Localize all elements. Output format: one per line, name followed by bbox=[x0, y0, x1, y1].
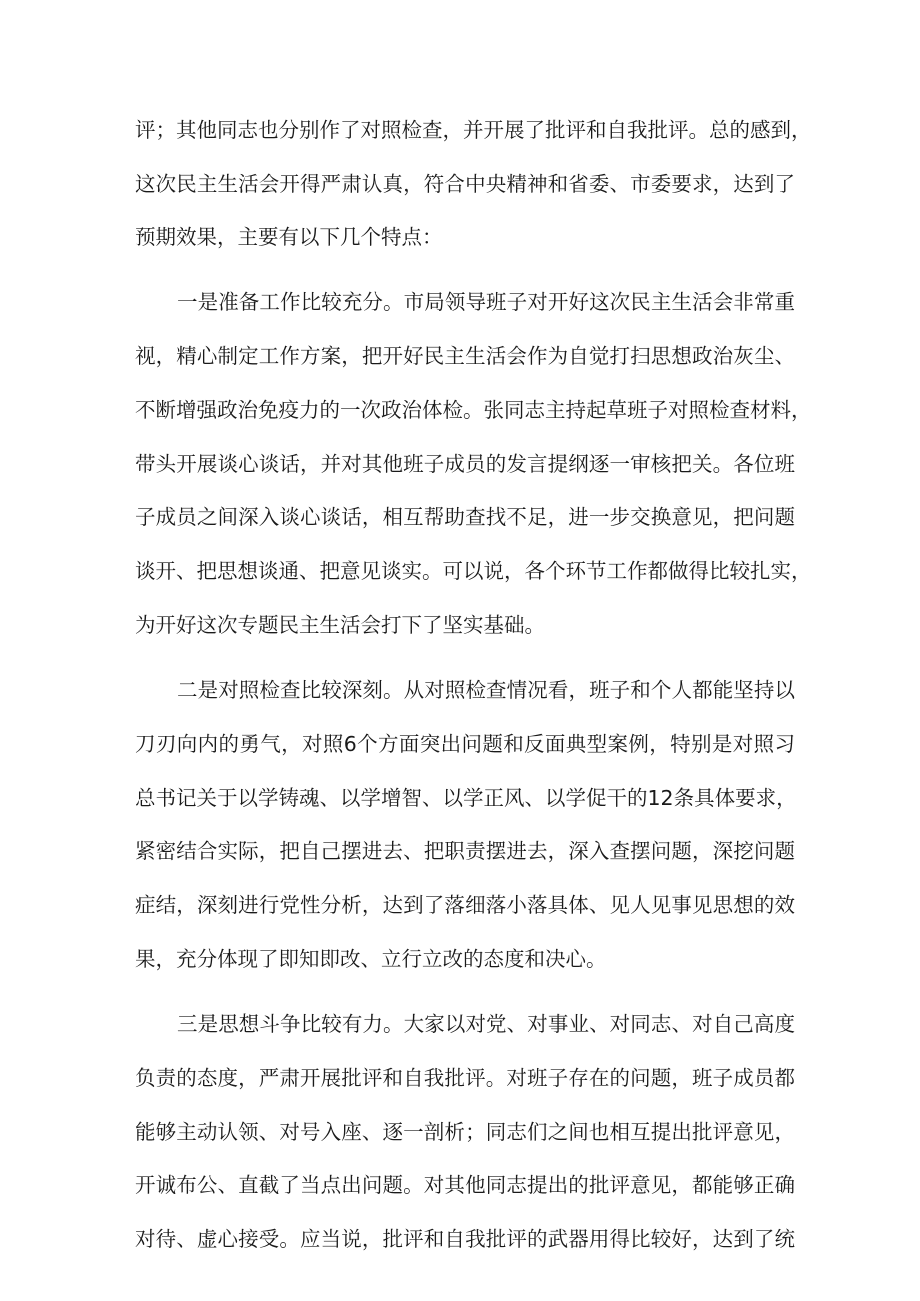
paragraph-first-line: 一是准备工作比较充分。市局领导班子对开好这次民主生活会非常重 bbox=[177, 290, 795, 314]
paragraph-line: 视，精心制定工作方案，把开好民主生活会作为自觉打扫思想政治灰尘、 bbox=[135, 344, 795, 368]
paragraph-first-line: 三是思想斗争比较有力。大家以对党、对事业、对同志、对自己高度 bbox=[177, 1012, 795, 1036]
paragraph-line: 预期效果，主要有以下几个特点： bbox=[135, 225, 443, 249]
paragraph-line: 紧密结合实际，把自己摆进去、把职责摆进去，深入查摆问题，深挖问题 bbox=[135, 839, 795, 863]
paragraph-line: 子成员之间深入谈心谈话，相互帮助查找不足，进一步交换意见，把问题 bbox=[135, 505, 795, 529]
paragraph-line: 总书记关于以学铸魂、以学增智、以学正风、以学促干的12条具体要求， bbox=[135, 786, 797, 810]
paragraph-line: 负责的态度，严肃开展批评和自我批评。对班子存在的问题，班子成员都 bbox=[135, 1066, 795, 1090]
paragraph-line: 开诚布公、直截了当点出问题。对其他同志提出的批评意见，都能够正确 bbox=[135, 1173, 795, 1197]
paragraph-line: 谈开、把思想谈通、把意见谈实。可以说，各个环节工作都做得比较扎实， bbox=[135, 559, 812, 583]
paragraph-line: 评；其他同志也分别作了对照检查，并开展了批评和自我批评。总的感到， bbox=[135, 118, 812, 142]
paragraph-line: 症结，深刻进行党性分析，达到了落细落小落具体、见人见事见思想的效 bbox=[135, 893, 795, 917]
paragraph-line: 这次民主生活会开得严肃认真，符合中央精神和省委、市委要求，达到了 bbox=[135, 172, 795, 196]
paragraph-line: 对待、虚心接受。应当说，批评和自我批评的武器用得比较好，达到了统 bbox=[135, 1227, 795, 1251]
paragraph-first-line: 二是对照检查比较深刻。从对照检查情况看，班子和个人都能坚持以 bbox=[177, 678, 795, 702]
paragraph-line: 刀刃向内的勇气，对照6个方面突出问题和反面典型案例，特别是对照习 bbox=[135, 732, 795, 756]
paragraph-line: 不断增强政治免疫力的一次政治体检。张同志主持起草班子对照检查材料， bbox=[135, 398, 812, 422]
paragraph-line: 果，充分体现了即知即改、立行立改的态度和决心。 bbox=[135, 947, 607, 971]
paragraph-line: 能够主动认领、对号入座、逐一剖析；同志们之间也相互提出批评意见， bbox=[135, 1120, 795, 1144]
paragraph-line: 为开好这次专题民主生活会打下了坚实基础。 bbox=[135, 613, 545, 637]
paragraph-line: 带头开展谈心谈话，并对其他班子成员的发言提纲逐一审核把关。各位班 bbox=[135, 452, 795, 476]
